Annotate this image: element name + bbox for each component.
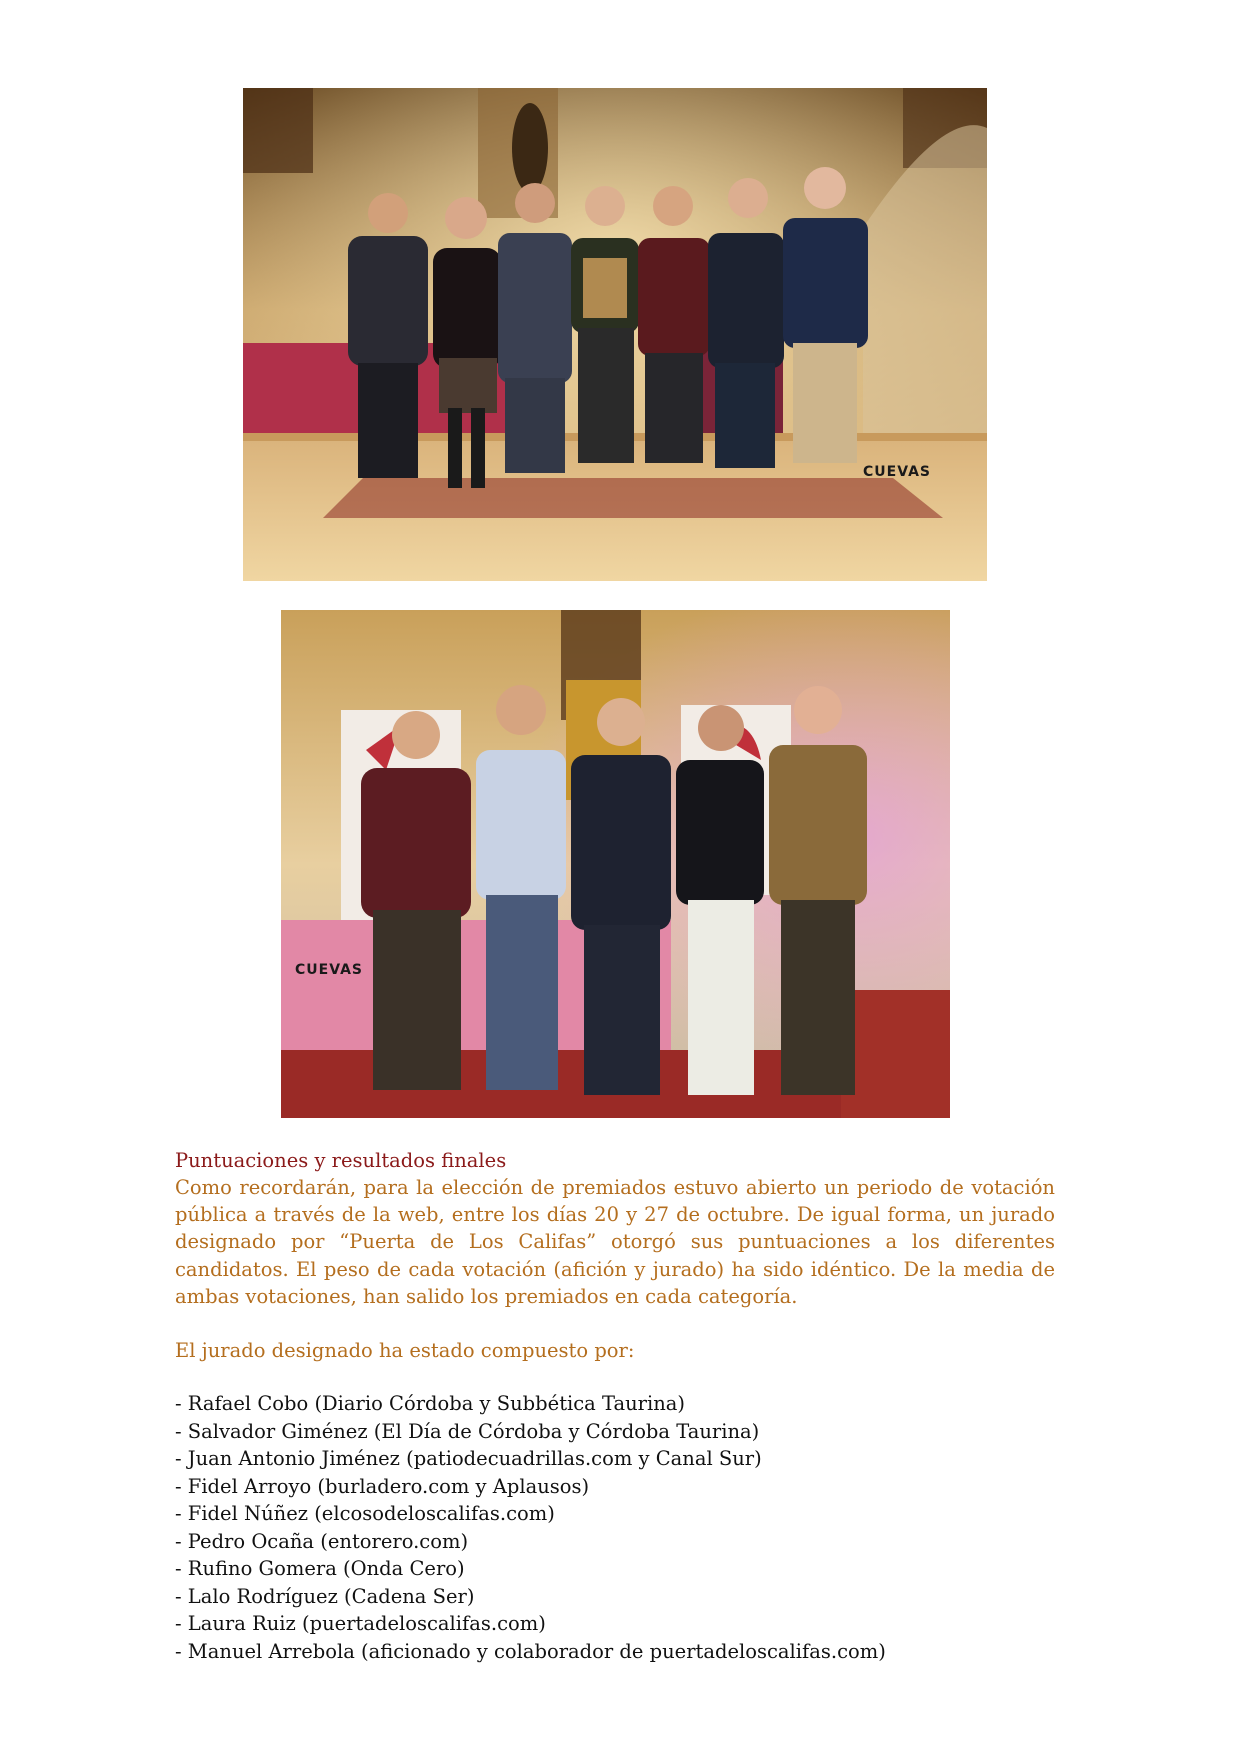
section-heading: Puntuaciones y resultados finales	[175, 1149, 507, 1172]
photo-credit-1: CUEVAS	[862, 464, 931, 480]
jury-member: - Lalo Rodríguez (Cadena Ser)	[175, 1584, 475, 1608]
jury-list	[175, 1390, 1055, 1665]
jury-member: - Salvador Giménez (El Día de Córdoba y Córdoba Taurina)	[175, 1419, 760, 1443]
intro-paragraph: Como recordarán, para la elección de premiados estuvo abierto un periodo de votación pública a través de la web, entre los días 20 y 27 de octubre. De igual forma, un jurado designado por “Puerta de Los Califas” otorgó sus puntuaciones a los diferentes candidatos. El peso de cada votación (afición y jurado) ha sido idéntico. De la media de ambas votaciones, han salido los premiados en cada categoría.	[175, 1176, 1055, 1308]
jury-member: - Pedro Ocaña (entorero.com)	[175, 1529, 469, 1553]
jury-member: - Fidel Núñez (elcosodeloscalifas.com)	[175, 1502, 555, 1525]
group-photo-2	[281, 610, 950, 1118]
group-photo-2-image	[281, 610, 950, 1118]
group-photo-1	[243, 88, 987, 581]
jury-intro: El jurado designado ha estado compuesto por:	[175, 1339, 635, 1362]
group-photo-1-image	[243, 88, 987, 581]
jury-member: - Laura Ruiz (puertadeloscalifas.com)	[175, 1612, 546, 1635]
jury-member: - Manuel Arrebola (aficionado y colaborador de puertadeloscalifas.com)	[175, 1639, 886, 1663]
photo-credit-2: CUEVAS	[295, 962, 364, 978]
jury-member: - Fidel Arroyo (burladero.com y Aplausos)	[175, 1474, 590, 1498]
jury-member: - Rafael Cobo (Diario Córdoba y Subbética Taurina)	[175, 1392, 686, 1415]
jury-member: - Rufino Gomera (Onda Cero)	[175, 1557, 465, 1580]
jury-member: - Juan Antonio Jiménez (patiodecuadrillas.com y Canal Sur)	[175, 1447, 762, 1470]
